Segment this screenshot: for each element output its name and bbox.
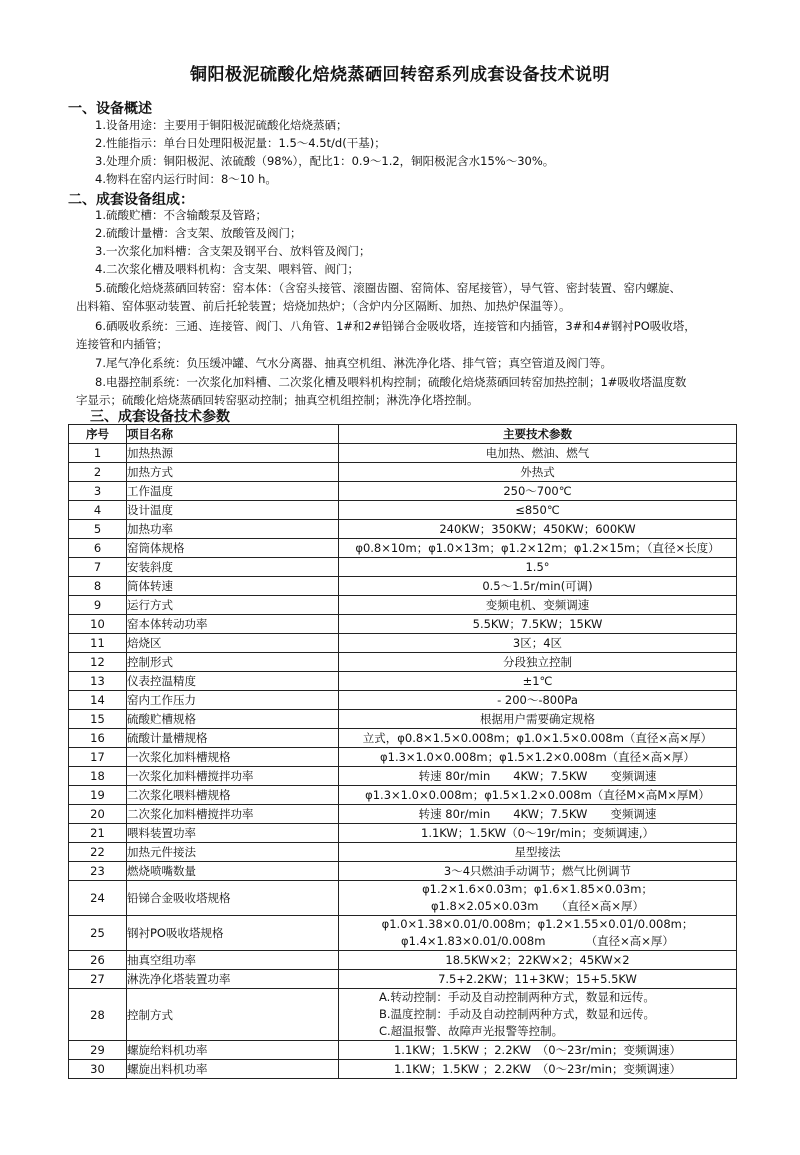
table-row xyxy=(69,951,737,970)
row-item-name: 螺旋出料机功率 xyxy=(127,1060,339,1079)
row-number: 12 xyxy=(69,653,127,672)
table-row xyxy=(69,634,737,653)
table-row xyxy=(69,539,737,558)
table-row xyxy=(69,691,737,710)
components-line-8b: 字显示；硫酸化焙烧蒸硒回转窑驱动控制；抽真空机组控制；淋洗净化塔控制。 xyxy=(76,393,479,407)
row-item-name: 加热热源 xyxy=(127,444,339,463)
row-item-name: 硫酸贮槽规格 xyxy=(127,710,339,729)
row-number: 29 xyxy=(69,1041,127,1060)
row-item-name: 一次浆化加料槽规格 xyxy=(127,748,339,767)
row-number: 13 xyxy=(69,672,127,691)
row-item-name: 加热功率 xyxy=(127,520,339,539)
parameter-line: φ1.4×1.83×0.01/0.008m （直径×高×厚） xyxy=(401,934,674,948)
row-item-name: 抽真空组功率 xyxy=(127,951,339,970)
overview-line-3: 3.处理介质：铜阳极泥、浓硫酸（98%），配比1：0.9～1.2，铜阳极泥含水15%～30%。 xyxy=(95,154,555,168)
components-line-2: 2.硫酸计量槽：含支架、放酸管及阀门； xyxy=(95,226,302,240)
row-item-name: 一次浆化加料槽搅拌功率 xyxy=(127,767,339,786)
table-row xyxy=(69,786,737,805)
row-parameter: 3～4只燃油手动调节；燃气比例调节 xyxy=(339,862,737,881)
row-parameter xyxy=(339,989,737,1041)
table-row xyxy=(69,520,737,539)
row-item-name: 螺旋给料机功率 xyxy=(127,1041,339,1060)
row-parameter: 3区；4区 xyxy=(339,634,737,653)
row-number: 22 xyxy=(69,843,127,862)
row-number: 10 xyxy=(69,615,127,634)
row-number: 7 xyxy=(69,558,127,577)
row-parameter: 0.5～1.5r/min(可调) xyxy=(339,577,737,596)
row-item-name: 二次浆化喂料槽规格 xyxy=(127,786,339,805)
row-number: 11 xyxy=(69,634,127,653)
row-item-name: 仪表控温精度 xyxy=(127,672,339,691)
components-line-7: 7.尾气净化系统：负压缓冲罐、气水分离器、抽真空机组、淋洗净化塔、排气管；真空管道及阀门等。 xyxy=(95,356,612,370)
row-number: 15 xyxy=(69,710,127,729)
row-number: 5 xyxy=(69,520,127,539)
row-number: 16 xyxy=(69,729,127,748)
row-item-name: 工作温度 xyxy=(127,482,339,501)
row-number: 24 xyxy=(69,881,127,916)
section-heading-overview: 一、设备概述 xyxy=(68,101,152,117)
row-number: 14 xyxy=(69,691,127,710)
row-number: 30 xyxy=(69,1060,127,1079)
row-item-name: 喂料装置功率 xyxy=(127,824,339,843)
table-row xyxy=(69,463,737,482)
row-number: 17 xyxy=(69,748,127,767)
row-parameter: 变频电机、变频调速 xyxy=(339,596,737,615)
parameter-line: φ1.8×2.05×0.03m （直径×高×厚） xyxy=(430,899,645,913)
row-item-name: 控制形式 xyxy=(127,653,339,672)
row-number: 27 xyxy=(69,970,127,989)
components-line-6a: 6.硒吸收系统：三通、连接管、阀门、八角管、1#和2#铅锑合金吸收塔，连接管和内插管，3#和4#钢衬PO吸收塔， xyxy=(95,319,696,333)
row-item-name: 窑内工作压力 xyxy=(127,691,339,710)
row-number: 23 xyxy=(69,862,127,881)
row-parameter: ±1℃ xyxy=(339,672,737,691)
row-parameter: 1.1KW；1.5KW ；2.2KW （0～23r/min；变频调速） xyxy=(339,1041,737,1060)
row-parameter: 250～700℃ xyxy=(339,482,737,501)
table-row xyxy=(69,653,737,672)
row-number: 8 xyxy=(69,577,127,596)
row-item-name: 运行方式 xyxy=(127,596,339,615)
row-parameter xyxy=(339,916,737,951)
row-item-name: 加热元件接法 xyxy=(127,843,339,862)
overview-line-1: 1.设备用途：主要用于铜阳极泥硫酸化焙烧蒸硒； xyxy=(95,118,348,132)
table-row xyxy=(69,824,737,843)
row-item-name: 筒体转速 xyxy=(127,577,339,596)
row-parameter: 5.5KW；7.5KW；15KW xyxy=(339,615,737,634)
row-item-name: 焙烧区 xyxy=(127,634,339,653)
table-row xyxy=(69,989,737,1041)
row-parameter: 根据用户需要确定规格 xyxy=(339,710,737,729)
components-line-1: 1.硫酸贮槽：不含输酸泵及管路； xyxy=(95,208,267,222)
section-heading-specs: 三、成套设备技术参数 xyxy=(90,409,230,425)
row-item-name: 窑本体转动功率 xyxy=(127,615,339,634)
row-number: 19 xyxy=(69,786,127,805)
row-parameter: 7.5+2.2KW；11+3KW；15+5.5KW xyxy=(339,970,737,989)
row-number: 2 xyxy=(69,463,127,482)
row-parameter: 1.5° xyxy=(339,558,737,577)
row-item-name: 燃烧喷嘴数量 xyxy=(127,862,339,881)
row-number: 25 xyxy=(69,916,127,951)
row-item-name: 窑筒体规格 xyxy=(127,539,339,558)
parameter-line: A.转动控制：手动及自动控制两种方式，数显和远传。 xyxy=(379,990,655,1004)
row-parameter: 转速 80r/min 4KW；7.5KW 变频调速 xyxy=(339,767,737,786)
components-line-5b: 出料箱、窑体驱动装置、前后托轮装置；焙烧加热炉；（含炉内分区隔断、加热、加热炉保温等）。 xyxy=(76,299,571,313)
table-row xyxy=(69,862,737,881)
table-row xyxy=(69,501,737,520)
row-item-name: 淋洗净化塔装置功率 xyxy=(127,970,339,989)
row-item-name: 硫酸计量槽规格 xyxy=(127,729,339,748)
row-parameter: 电加热、燃油、燃气 xyxy=(339,444,737,463)
row-parameter: 星型接法 xyxy=(339,843,737,862)
row-parameter: φ1.3×1.0×0.008m；φ1.5×1.2×0.008m（直径×高×厚） xyxy=(339,748,737,767)
row-number: 3 xyxy=(69,482,127,501)
table-row xyxy=(69,558,737,577)
row-number: 28 xyxy=(69,989,127,1041)
row-number: 21 xyxy=(69,824,127,843)
row-parameter: 立式，φ0.8×1.5×0.008m；φ1.0×1.5×0.008m（直径×高×厚） xyxy=(339,729,737,748)
row-number: 9 xyxy=(69,596,127,615)
components-line-5a: 5.硫酸化焙烧蒸硒回转窑：窑本体：（含窑头接管、滚圈齿圈、窑筒体、窑尾接管），导气管、密封装置、窑内螺旋、 xyxy=(95,281,681,295)
row-number: 26 xyxy=(69,951,127,970)
row-parameter: 外热式 xyxy=(339,463,737,482)
components-line-8a: 8.电器控制系统：一次浆化加料槽、二次浆化槽及喂料机构控制；硫酸化焙烧蒸硒回转窑加热控制；1#吸收塔温度数 xyxy=(95,375,687,389)
row-item-name: 控制方式 xyxy=(127,989,339,1041)
row-parameter: 1.1KW；1.5KW ；2.2KW （0～23r/min；变频调速） xyxy=(339,1060,737,1079)
components-line-4: 4.二次浆化槽及喂料机构：含支架、喂料管、阀门； xyxy=(95,262,359,276)
table-row xyxy=(69,1060,737,1079)
table-row xyxy=(69,767,737,786)
row-parameter: 分段独立控制 xyxy=(339,653,737,672)
row-item-name: 设计温度 xyxy=(127,501,339,520)
parameter-line: C.超温报警、故障声光报警等控制。 xyxy=(379,1024,564,1038)
row-item-name: 钢衬PO吸收塔规格 xyxy=(127,916,339,951)
table-row xyxy=(69,1041,737,1060)
row-parameter: 1.1KW；1.5KW（0～19r/min；变频调速,） xyxy=(339,824,737,843)
parameter-line: B.温度控制：手动及自动控制两种方式，数显和远传。 xyxy=(379,1007,656,1021)
table-row xyxy=(69,843,737,862)
table-row xyxy=(69,596,737,615)
specs-table-header xyxy=(69,425,737,444)
row-number: 18 xyxy=(69,767,127,786)
row-item-name: 二次浆化加料槽搅拌功率 xyxy=(127,805,339,824)
row-number: 4 xyxy=(69,501,127,520)
table-row xyxy=(69,615,737,634)
row-number: 1 xyxy=(69,444,127,463)
row-parameter xyxy=(339,881,737,916)
parameter-line: φ1.2×1.6×0.03m；φ1.6×1.85×0.03m； xyxy=(422,882,653,896)
row-parameter: ≤850℃ xyxy=(339,501,737,520)
overview-line-4: 4.物料在窑内运行时间：8～10 h。 xyxy=(95,172,277,186)
row-item-name: 安装斜度 xyxy=(127,558,339,577)
components-line-6b: 连接管和内插管； xyxy=(76,337,168,351)
parameter-line: φ1.0×1.38×0.01/0.008m；φ1.2×1.55×0.01/0.008m； xyxy=(381,917,694,931)
table-row xyxy=(69,805,737,824)
table-row xyxy=(69,577,737,596)
row-parameter: 转速 80r/min 4KW；7.5KW 变频调速 xyxy=(339,805,737,824)
table-row xyxy=(69,444,737,463)
overview-line-2: 2.性能指示：单台日处理阳极泥量：1.5～4.5t/d(干基)； xyxy=(95,136,386,150)
table-row xyxy=(69,881,737,916)
table-row xyxy=(69,482,737,501)
row-number: 6 xyxy=(69,539,127,558)
header-parameters: 主要技术参数 xyxy=(339,425,737,444)
section-heading-components: 二、成套设备组成： xyxy=(68,192,194,208)
row-item-name: 加热方式 xyxy=(127,463,339,482)
specs-table-body xyxy=(69,444,737,1079)
table-row xyxy=(69,710,737,729)
table-row xyxy=(69,672,737,691)
row-parameter: - 200～-800Pa xyxy=(339,691,737,710)
table-row xyxy=(69,970,737,989)
row-number: 20 xyxy=(69,805,127,824)
row-item-name: 铅锑合金吸收塔规格 xyxy=(127,881,339,916)
row-parameter: φ0.8×10m；φ1.0×13m；φ1.2×12m；φ1.2×15m；（直径×长度） xyxy=(339,539,737,558)
table-row xyxy=(69,748,737,767)
row-parameter: 18.5KW×2；22KW×2；45KW×2 xyxy=(339,951,737,970)
row-parameter: φ1.3×1.0×0.008m；φ1.5×1.2×0.008m（直径M×高M×厚M） xyxy=(339,786,737,805)
header-no: 序号 xyxy=(69,425,127,444)
document-title: 铜阳极泥硫酸化焙烧蒸硒回转窑系列成套设备技术说明 xyxy=(190,65,610,85)
components-line-3: 3.一次浆化加料槽：含支架及钢平台、放料管及阀门； xyxy=(95,244,371,258)
row-parameter: 240KW；350KW；450KW；600KW xyxy=(339,520,737,539)
header-item-name: 项目名称 xyxy=(127,425,339,444)
table-row xyxy=(69,729,737,748)
specs-table xyxy=(68,424,737,1079)
table-row xyxy=(69,916,737,951)
